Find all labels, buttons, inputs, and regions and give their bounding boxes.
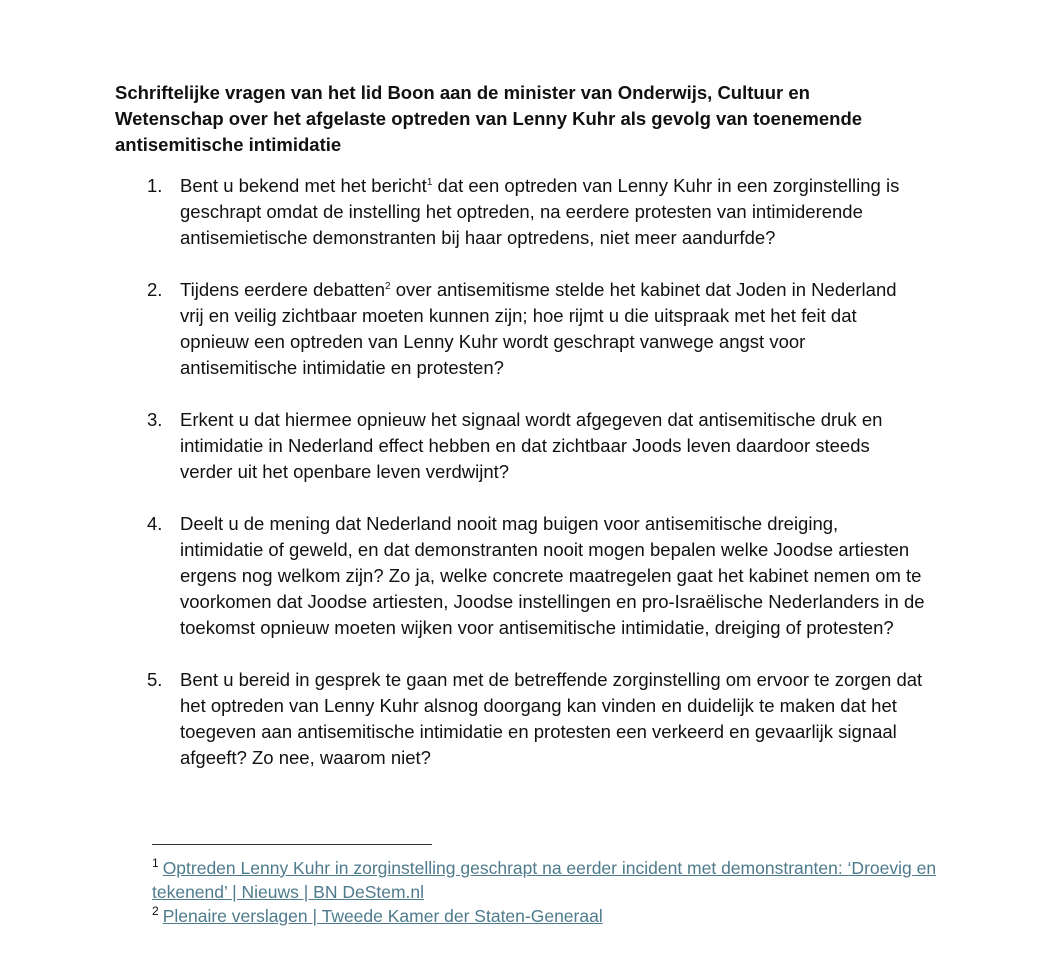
- question-number: 4.: [147, 513, 163, 534]
- question-text-part: Tijdens eerdere debatten: [180, 279, 386, 300]
- question-text: Deelt u de mening dat Nederland nooit mag buigen voor antisemitische dreiging, intimidatie of geweld, en dat demonstranten nooit mogen bepalen welke Joodse artiesten ergens nog welkom zijn? Zo ja, welke concrete maatregelen gaat het kabinet nemen om te voorkomen dat Joodse artiesten, Joodse instellingen en pro-Israëlische Nederlanders in de toekomst opnieuw moeten wijken voor antisemitische intimidatie, dreiging of protesten?: [180, 513, 925, 638]
- question-item: [115, 407, 995, 485]
- footnote-item: [152, 904, 1002, 928]
- footnote-link[interactable]: Optreden Lenny Kuhr in zorginstelling geschrapt na eerder incident met demonstranten: ‘Droevig en tekenend’ | Nieuws | BN DeStem.nl: [152, 858, 937, 902]
- question-text-part: Bent u bekend met het bericht: [180, 175, 427, 196]
- document-title: Schriftelijke vragen van het lid Boon aan de minister van Onderwijs, Cultuur en Wetenschap over het afgelaste optreden van Lenny Kuhr als gevolg van toenemende antisemitische intimidatie: [115, 82, 863, 155]
- document: [115, 80, 995, 797]
- footnote-mark: 2: [152, 904, 159, 919]
- question-item: [115, 667, 995, 771]
- question-text: Bent u bereid in gesprek te gaan met de betreffende zorginstelling om ervoor te zorgen dat het optreden van Lenny Kuhr alsnog doorgang kan vinden en duidelijk te maken dat het toegeven aan antisemitische intimidatie en protesten een verkeerd en gevaarlijk signaal afgeeft? Zo nee, waarom niet?: [180, 669, 923, 768]
- question-item: [115, 173, 995, 251]
- footnote-reference: 2: [385, 280, 391, 292]
- footnote-mark: 1: [152, 856, 159, 871]
- question-text-part: dat een optreden van Lenny Kuhr in een zorginstelling is geschrapt omdat de instelling het optreden, na eerdere protesten van intimiderende antisemietische demonstranten bij haar optredens, niet meer aandurfde?: [180, 175, 900, 248]
- footnote-item: [152, 856, 1002, 904]
- footnote-divider: [152, 844, 432, 845]
- footnote-reference: 1: [426, 176, 433, 188]
- question-number: 1.: [147, 175, 163, 196]
- question-item: [115, 511, 995, 641]
- question-number: 2.: [147, 279, 163, 300]
- question-text: [180, 173, 925, 251]
- question-text: [180, 277, 925, 381]
- question-number: 3.: [147, 409, 163, 430]
- question-text-part: over antisemitisme stelde het kabinet dat Joden in Nederland vrij en veilig zichtbaar moeten kunnen zijn; hoe rijmt u die uitspraak met het feit dat opnieuw een optreden van Lenny Kuhr wordt geschrapt vanwege angst voor antisemitische intimidatie en protesten?: [180, 279, 897, 378]
- question-list: [115, 173, 995, 771]
- question-item: [115, 277, 995, 381]
- footnote-link[interactable]: Plenaire verslagen | Tweede Kamer der Staten-Generaal: [162, 906, 603, 926]
- footnotes: [152, 856, 1002, 928]
- question-text: Erkent u dat hiermee opnieuw het signaal wordt afgegeven dat antisemitische druk en intimidatie in Nederland effect hebben en dat zichtbaar Joods leven daardoor steeds verder uit het openbare leven verdwijnt?: [180, 409, 883, 482]
- question-number: 5.: [147, 669, 163, 690]
